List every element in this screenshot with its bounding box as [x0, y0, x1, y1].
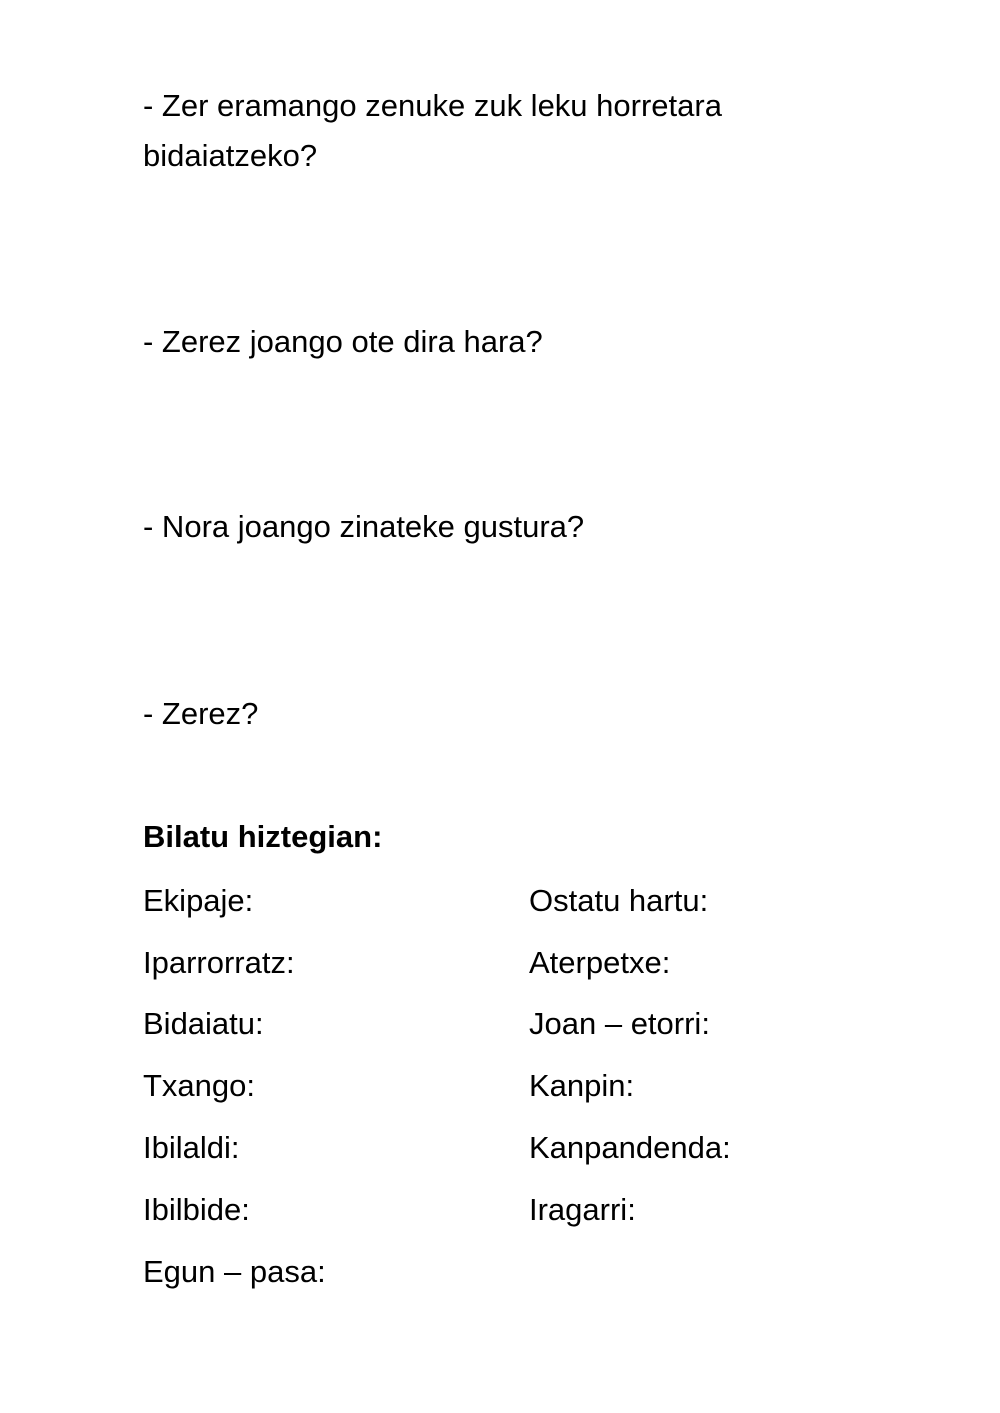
vocab-row — [143, 941, 903, 985]
dictionary-heading: Bilatu hiztegian: — [143, 819, 383, 854]
vocab-row — [143, 1126, 903, 1170]
vocab-row — [143, 1250, 903, 1294]
question-how: - Zerez? — [143, 696, 259, 731]
vocab-row — [143, 1002, 903, 1046]
vocab-term: Ostatu hartu: — [529, 883, 709, 918]
question-how-will-they-go: - Zerez joango ote dira hara? — [143, 324, 543, 359]
vocab-row — [143, 1064, 903, 1108]
vocab-row — [143, 879, 903, 923]
vocab-term: Ibilbide: — [143, 1192, 250, 1227]
vocab-term: Iparrorratz: — [143, 945, 295, 980]
vocab-term: Ibilaldi: — [143, 1130, 240, 1165]
question-where-would-you-go: - Nora joango zinateke gustura? — [143, 509, 585, 544]
vocab-term: Joan – etorri: — [529, 1006, 710, 1041]
vocab-row — [143, 1188, 903, 1232]
vocab-term: Kanpin: — [529, 1068, 635, 1103]
vocab-term: Aterpetxe: — [529, 945, 671, 980]
vocab-term: Txango: — [143, 1068, 256, 1103]
vocab-term: Iragarri: — [529, 1192, 636, 1227]
vocab-term: Kanpandenda: — [529, 1130, 731, 1165]
vocab-term: Egun – pasa: — [143, 1254, 326, 1289]
question-what-to-take: - Zer eramango zenuke zuk leku horretara bidaiatzeko? — [143, 88, 722, 173]
vocab-term: Ekipaje: — [143, 883, 254, 918]
vocab-term: Bidaiatu: — [143, 1006, 264, 1041]
